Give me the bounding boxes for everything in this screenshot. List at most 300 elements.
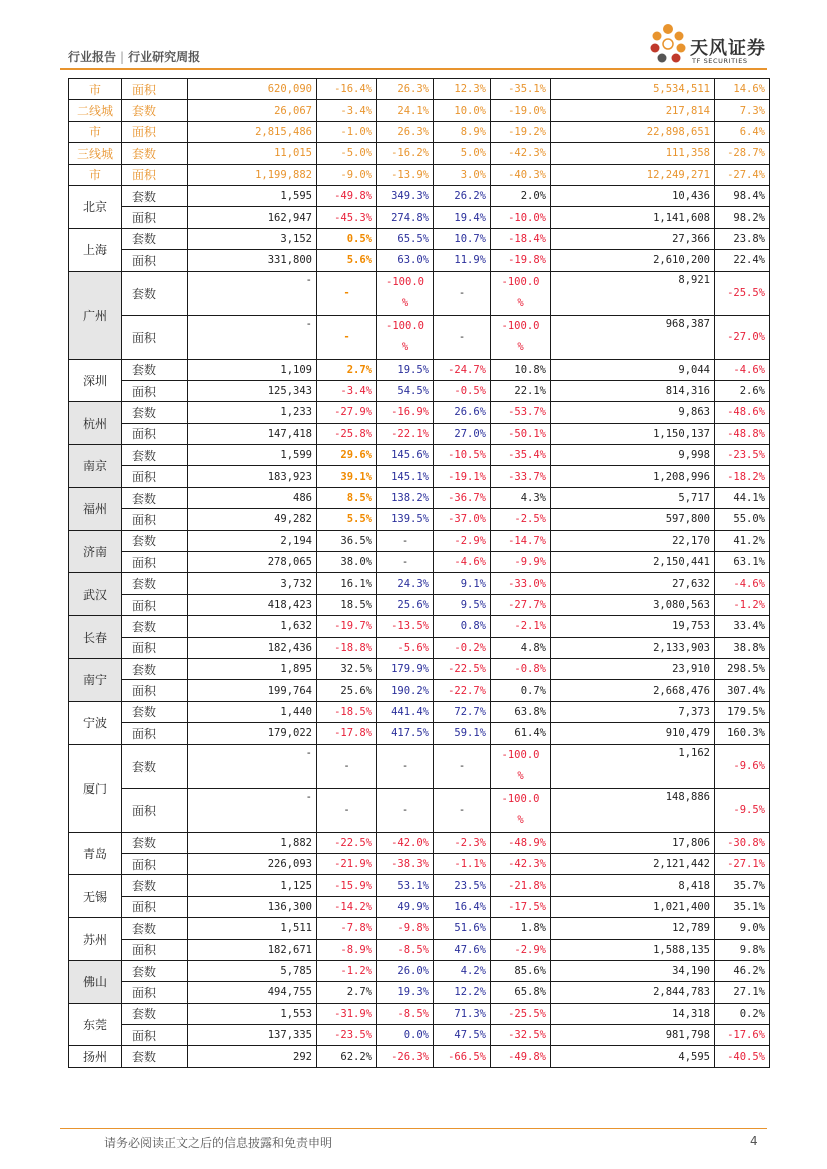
cell-value: 26.6% [434, 402, 491, 423]
cell-value: - [377, 744, 434, 788]
cell-value: 5,717 [551, 487, 715, 508]
cell-value: 22.4% [715, 250, 770, 271]
cell-value: 8,418 [551, 875, 715, 896]
cell-value: 19.3% [377, 982, 434, 1003]
table-row [69, 723, 770, 744]
cell-value: -22.7% [434, 680, 491, 701]
cell-value: 3,080,563 [551, 594, 715, 615]
cell-value: -25.5% [715, 271, 770, 315]
metric-label: 套数 [122, 744, 188, 788]
cell-value: 1,882 [188, 832, 317, 853]
metric-label: 套数 [122, 271, 188, 315]
cell-value: 26.3% [377, 121, 434, 142]
cell-value: -17.6% [715, 1025, 770, 1046]
city-label: 三线城 [69, 143, 122, 164]
cell-value: 65.8% [491, 982, 551, 1003]
cell-value: -32.5% [491, 1025, 551, 1046]
cell-value: 9,863 [551, 402, 715, 423]
breadcrumb [68, 48, 200, 65]
table-row [69, 359, 770, 380]
cell-value: - [434, 744, 491, 788]
cell-value: - [317, 744, 377, 788]
cell-value: 179.5% [715, 701, 770, 722]
cell-value: 27,366 [551, 228, 715, 249]
cell-value: 8,921 [551, 271, 715, 315]
cell-value: -4.6% [715, 359, 770, 380]
cell-value: - [317, 788, 377, 832]
cell-value: 12,789 [551, 918, 715, 939]
cell-value: 38.0% [317, 552, 377, 573]
cell-value: -1.0% [317, 121, 377, 142]
cell-value: 2,844,783 [551, 982, 715, 1003]
cell-value: 2.7% [317, 359, 377, 380]
cell-value: -36.7% [434, 487, 491, 508]
cell-value: - [188, 788, 317, 832]
logo-english-name: TF SECURITIES [692, 57, 748, 65]
cell-value: -42.3% [491, 143, 551, 164]
cell-value: 3,732 [188, 573, 317, 594]
page-number: 4 [750, 1134, 758, 1148]
cell-value: -2.3% [434, 832, 491, 853]
cell-value: -25.5% [491, 1003, 551, 1024]
cell-value: -1.1% [434, 853, 491, 874]
cell-value: 10.7% [434, 228, 491, 249]
cell-value: 1,150,137 [551, 423, 715, 444]
metric-label: 套数 [122, 143, 188, 164]
city-label: 长春 [69, 616, 122, 659]
cell-value: 46.2% [715, 960, 770, 981]
cell-value: -25.8% [317, 423, 377, 444]
cell-value: 9,044 [551, 359, 715, 380]
cell-value: -2.9% [434, 530, 491, 551]
cell-value: 4.2% [434, 960, 491, 981]
cell-value: 182,671 [188, 939, 317, 960]
cell-value: 145.1% [377, 466, 434, 487]
cell-value: 27,632 [551, 573, 715, 594]
breadcrumb-separator: | [120, 50, 125, 64]
table-row [69, 207, 770, 228]
cell-value: - [434, 271, 491, 315]
cell-value: 147,418 [188, 423, 317, 444]
cell-value: -1.2% [715, 594, 770, 615]
cell-value: 23.8% [715, 228, 770, 249]
cell-value: 1,021,400 [551, 896, 715, 917]
table-row [69, 616, 770, 637]
city-label: 青岛 [69, 832, 122, 875]
city-label: 济南 [69, 530, 122, 573]
cell-value: -42.3% [491, 853, 551, 874]
cell-value: 26,067 [188, 100, 317, 121]
city-sales-table [68, 78, 770, 1068]
cell-value: 5.6% [317, 250, 377, 271]
cell-value: 23.5% [434, 875, 491, 896]
cell-value [491, 788, 551, 832]
cell-value: -17.8% [317, 723, 377, 744]
cell-value: 2.6% [715, 380, 770, 401]
cell-value: 10.8% [491, 359, 551, 380]
cell-value: 2,815,486 [188, 121, 317, 142]
cell-value: 12.3% [434, 79, 491, 100]
cell-value: -3.4% [317, 100, 377, 121]
cell-value: -31.9% [317, 1003, 377, 1024]
metric-label: 套数 [122, 402, 188, 423]
cell-value: 111,358 [551, 143, 715, 164]
cell-value: 1,595 [188, 185, 317, 206]
cell-value: 10,436 [551, 185, 715, 206]
metric-label: 面积 [122, 788, 188, 832]
cell-value: 26.2% [434, 185, 491, 206]
table-row [69, 960, 770, 981]
cell-value: 22,898,651 [551, 121, 715, 142]
table-row [69, 509, 770, 530]
cell-value: 2,150,441 [551, 552, 715, 573]
report-series: 行业研究周报 [128, 50, 201, 64]
cell-value: 12,249,271 [551, 164, 715, 185]
cell-value: 307.4% [715, 680, 770, 701]
page-header [0, 0, 827, 80]
cell-value: 417.5% [377, 723, 434, 744]
table-row [69, 402, 770, 423]
table-row [69, 1003, 770, 1024]
cell-value: -8.5% [377, 1003, 434, 1024]
table-row [69, 121, 770, 142]
cell-value: 16.4% [434, 896, 491, 917]
cell-value: 25.6% [317, 680, 377, 701]
cell-value: - [377, 788, 434, 832]
cell-value: 298.5% [715, 658, 770, 679]
cell-value: 6.4% [715, 121, 770, 142]
cell-value: -13.5% [377, 616, 434, 637]
cell-value: -35.1% [491, 79, 551, 100]
cell-value: 2,668,476 [551, 680, 715, 701]
cell-value: -9.0% [317, 164, 377, 185]
cell-value: 1,599 [188, 445, 317, 466]
metric-label: 面积 [122, 466, 188, 487]
cell-value: 162,947 [188, 207, 317, 228]
cell-value: 4.8% [491, 637, 551, 658]
cell-value: 138.2% [377, 487, 434, 508]
cell-value: 1,162 [551, 744, 715, 788]
cell-value: 47.5% [434, 1025, 491, 1046]
cell-value: -14.7% [491, 530, 551, 551]
city-label: 宁波 [69, 701, 122, 744]
cell-value: -0.2% [434, 637, 491, 658]
cell-value: -5.6% [377, 637, 434, 658]
cell-value: 137,335 [188, 1025, 317, 1046]
cell-value: -48.8% [715, 423, 770, 444]
table-row [69, 271, 770, 315]
city-label: 苏州 [69, 918, 122, 961]
value-part: % [517, 297, 524, 310]
value-part: % [401, 297, 409, 310]
metric-label: 套数 [122, 832, 188, 853]
metric-label: 面积 [122, 637, 188, 658]
cell-value: 14,318 [551, 1003, 715, 1024]
city-label: 武汉 [69, 573, 122, 616]
cell-value: -23.5% [317, 1025, 377, 1046]
cell-value: 179.9% [377, 658, 434, 679]
value-part: % [401, 341, 409, 354]
cell-value: 27.1% [715, 982, 770, 1003]
cell-value: -35.4% [491, 445, 551, 466]
value-part: -100.0 [501, 320, 540, 333]
cell-value: 331,800 [188, 250, 317, 271]
metric-label: 套数 [122, 100, 188, 121]
value-part: -100.0 [501, 749, 540, 762]
cell-value: 1,511 [188, 918, 317, 939]
cell-value: 179,022 [188, 723, 317, 744]
cell-value: 7,373 [551, 701, 715, 722]
cell-value: 2.0% [491, 185, 551, 206]
metric-label: 面积 [122, 594, 188, 615]
cell-value: 2,121,442 [551, 853, 715, 874]
cell-value: 0.7% [491, 680, 551, 701]
metric-label: 面积 [122, 315, 188, 359]
table-row [69, 1025, 770, 1046]
table-row [69, 1046, 770, 1067]
cell-value: -66.5% [434, 1046, 491, 1067]
city-label: 杭州 [69, 402, 122, 445]
cell-value: -10.0% [491, 207, 551, 228]
table-row [69, 530, 770, 551]
metric-label: 套数 [122, 445, 188, 466]
cell-value: 1,588,135 [551, 939, 715, 960]
cell-value: 16.1% [317, 573, 377, 594]
table-row [69, 228, 770, 249]
cell-value: -21.8% [491, 875, 551, 896]
table-row [69, 896, 770, 917]
cell-value: -22.1% [377, 423, 434, 444]
disclaimer-text: 请务必阅读正文之后的信息披露和免责申明 [104, 1136, 333, 1150]
city-label: 福州 [69, 487, 122, 530]
cell-value: -10.5% [434, 445, 491, 466]
city-label: 东莞 [69, 1003, 122, 1046]
cell-value: -19.8% [491, 250, 551, 271]
tf-securities-logo [648, 22, 768, 72]
cell-value: -30.8% [715, 832, 770, 853]
cell-value: 139.5% [377, 509, 434, 530]
cell-value: -18.5% [317, 701, 377, 722]
cell-value: - [434, 788, 491, 832]
table-row [69, 185, 770, 206]
header-divider [60, 68, 767, 70]
table-row [69, 143, 770, 164]
metric-label: 套数 [122, 658, 188, 679]
cell-value [491, 744, 551, 788]
cell-value: -9.9% [491, 552, 551, 573]
cell-value: 292 [188, 1046, 317, 1067]
cell-value: 47.6% [434, 939, 491, 960]
city-label: 深圳 [69, 359, 122, 402]
cell-value: -27.7% [491, 594, 551, 615]
cell-value: 2,133,903 [551, 637, 715, 658]
cell-value: 349.3% [377, 185, 434, 206]
cell-value: - [188, 315, 317, 359]
cell-value: -9.5% [715, 788, 770, 832]
cell-value: -22.5% [434, 658, 491, 679]
cell-value: 968,387 [551, 315, 715, 359]
cell-value: -17.5% [491, 896, 551, 917]
cell-value: -27.1% [715, 853, 770, 874]
cell-value: 65.5% [377, 228, 434, 249]
cell-value: 145.6% [377, 445, 434, 466]
cell-value: -37.0% [434, 509, 491, 530]
cell-value: -27.0% [715, 315, 770, 359]
cell-value: 182,436 [188, 637, 317, 658]
cell-value: 11.9% [434, 250, 491, 271]
cell-value: 1,141,608 [551, 207, 715, 228]
city-label: 佛山 [69, 960, 122, 1003]
cell-value: 136,300 [188, 896, 317, 917]
metric-label: 套数 [122, 228, 188, 249]
table-row [69, 445, 770, 466]
city-label: 市 [69, 121, 122, 142]
cell-value: 71.3% [434, 1003, 491, 1024]
cell-value: 0.8% [434, 616, 491, 637]
cell-value: 5.5% [317, 509, 377, 530]
cell-value: 51.6% [434, 918, 491, 939]
city-label: 南宁 [69, 658, 122, 701]
cell-value: 9.0% [715, 918, 770, 939]
cell-value: 1,895 [188, 658, 317, 679]
cell-value: 199,764 [188, 680, 317, 701]
cell-value: -48.6% [715, 402, 770, 423]
table-row [69, 164, 770, 185]
cell-value: -48.9% [491, 832, 551, 853]
table-row [69, 853, 770, 874]
cell-value: 26.3% [377, 79, 434, 100]
metric-label: 面积 [122, 552, 188, 573]
metric-label: 套数 [122, 1046, 188, 1067]
metric-label: 套数 [122, 960, 188, 981]
cell-value: -5.0% [317, 143, 377, 164]
value-part: % [517, 341, 524, 354]
cell-value: -18.4% [491, 228, 551, 249]
metric-label: 套数 [122, 1003, 188, 1024]
table-row [69, 680, 770, 701]
cell-value: -28.7% [715, 143, 770, 164]
table-row [69, 573, 770, 594]
table-row [69, 658, 770, 679]
cell-value: 3.0% [434, 164, 491, 185]
cell-value: -7.8% [317, 918, 377, 939]
cell-value: 38.8% [715, 637, 770, 658]
cell-value: -49.8% [491, 1046, 551, 1067]
cell-value: -8.9% [317, 939, 377, 960]
cell-value: -16.9% [377, 402, 434, 423]
cell-value: -16.2% [377, 143, 434, 164]
cell-value: 98.4% [715, 185, 770, 206]
cell-value: 1,233 [188, 402, 317, 423]
city-label: 无锡 [69, 875, 122, 918]
table-row [69, 79, 770, 100]
metric-label: 套数 [122, 359, 188, 380]
metric-label: 面积 [122, 509, 188, 530]
cell-value: 61.4% [491, 723, 551, 744]
cell-value: 9.1% [434, 573, 491, 594]
metric-label: 面积 [122, 896, 188, 917]
cell-value: 814,316 [551, 380, 715, 401]
cell-value: 17,806 [551, 832, 715, 853]
table-row [69, 315, 770, 359]
cell-value: 1,632 [188, 616, 317, 637]
cell-value: 19.4% [434, 207, 491, 228]
cell-value: 620,090 [188, 79, 317, 100]
cell-value: -19.0% [491, 100, 551, 121]
cell-value: 494,755 [188, 982, 317, 1003]
metric-label: 面积 [122, 380, 188, 401]
cell-value: 160.3% [715, 723, 770, 744]
report-type: 行业报告 [68, 50, 117, 64]
cell-value: 36.5% [317, 530, 377, 551]
cell-value: - [434, 315, 491, 359]
cell-value: -45.3% [317, 207, 377, 228]
metric-label: 面积 [122, 939, 188, 960]
table-row [69, 637, 770, 658]
metric-label: 面积 [122, 164, 188, 185]
cell-value: 34,190 [551, 960, 715, 981]
cell-value: 1.8% [491, 918, 551, 939]
cell-value: 125,343 [188, 380, 317, 401]
cell-value: -19.7% [317, 616, 377, 637]
metric-label: 套数 [122, 573, 188, 594]
cell-value: -9.8% [377, 918, 434, 939]
cell-value: 1,109 [188, 359, 317, 380]
city-label: 北京 [69, 185, 122, 228]
cell-value: 0.0% [377, 1025, 434, 1046]
cell-value: 2,610,200 [551, 250, 715, 271]
cell-value: - [317, 315, 377, 359]
cell-value: 26.0% [377, 960, 434, 981]
cell-value: - [377, 530, 434, 551]
cell-value: -3.4% [317, 380, 377, 401]
table-row [69, 466, 770, 487]
cell-value: -16.4% [317, 79, 377, 100]
cell-value: 53.1% [377, 875, 434, 896]
table-row [69, 744, 770, 788]
cell-value: -22.5% [317, 832, 377, 853]
cell-value: 486 [188, 487, 317, 508]
table-row [69, 939, 770, 960]
cell-value: 0.2% [715, 1003, 770, 1024]
cell-value: -18.8% [317, 637, 377, 658]
table-row [69, 875, 770, 896]
cell-value: 226,093 [188, 853, 317, 874]
cell-value: 4,595 [551, 1046, 715, 1067]
table-row [69, 832, 770, 853]
cell-value: - [188, 271, 317, 315]
cell-value: -2.9% [491, 939, 551, 960]
cell-value: 14.6% [715, 79, 770, 100]
table-row [69, 380, 770, 401]
table-row [69, 100, 770, 121]
cell-value: 54.5% [377, 380, 434, 401]
cell-value: 25.6% [377, 594, 434, 615]
cell-value: 0.5% [317, 228, 377, 249]
flower-logo-icon [648, 22, 688, 68]
city-label: 市 [69, 164, 122, 185]
cell-value: 18.5% [317, 594, 377, 615]
cell-value: 1,125 [188, 875, 317, 896]
cell-value: 5,534,511 [551, 79, 715, 100]
cell-value: 19,753 [551, 616, 715, 637]
cell-value: -42.0% [377, 832, 434, 853]
cell-value: 183,923 [188, 466, 317, 487]
metric-label: 面积 [122, 853, 188, 874]
cell-value: 8.5% [317, 487, 377, 508]
cell-value: -13.9% [377, 164, 434, 185]
cell-value: -2.5% [491, 509, 551, 530]
